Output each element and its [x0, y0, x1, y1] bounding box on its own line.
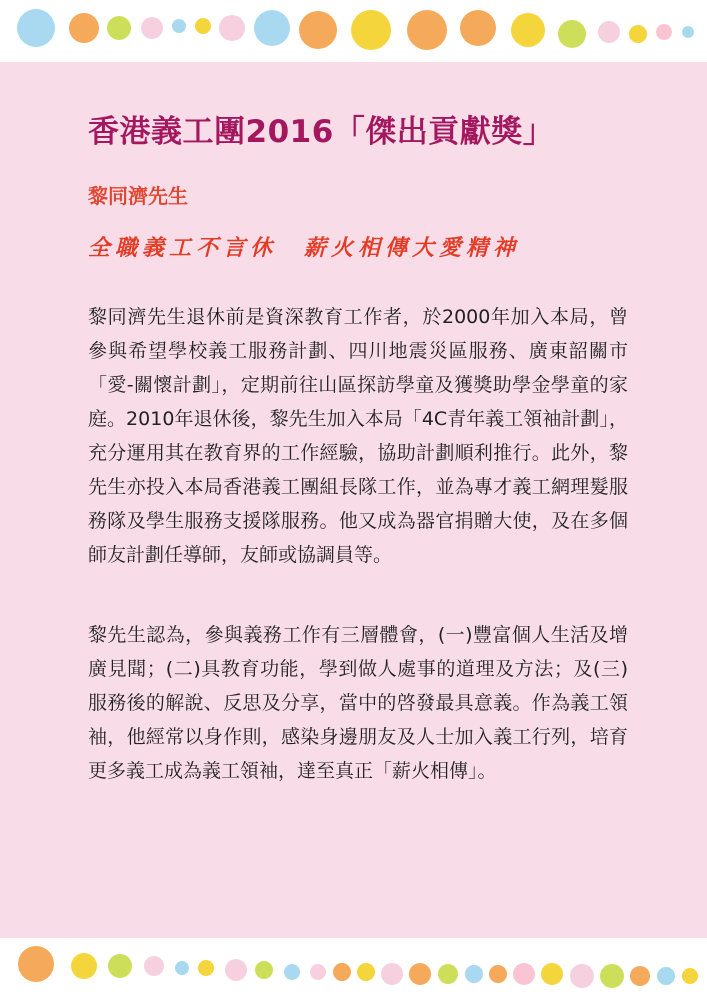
decorative-dot [351, 10, 391, 50]
decorative-dot [465, 965, 483, 983]
bottom-decorative-dots [0, 938, 707, 1000]
decorative-dot [71, 953, 97, 979]
decorative-dot [381, 963, 403, 985]
decorative-dot [598, 21, 620, 43]
decorative-dot [629, 25, 647, 43]
decorative-dot [175, 961, 189, 975]
decorative-dot [657, 967, 675, 985]
decorative-dot [108, 954, 132, 978]
decorative-dot [195, 18, 211, 34]
decorative-dot [682, 968, 698, 984]
decorative-dot [558, 20, 586, 48]
person-name: 黎同濟先生 [88, 184, 188, 208]
decorative-dot [141, 17, 163, 39]
decorative-dot [630, 966, 650, 986]
decorative-dot [69, 13, 99, 43]
decorative-dot [570, 964, 594, 988]
decorative-dot [225, 959, 247, 981]
page-title: 香港義工團2016「傑出貢獻獎」 [88, 114, 555, 150]
decorative-dot [255, 961, 273, 979]
decorative-dot [513, 963, 535, 985]
decorative-dot [254, 10, 290, 46]
decorative-dot [407, 10, 447, 50]
decorative-dot [18, 946, 54, 982]
decorative-dot [284, 964, 300, 980]
body-paragraph-2: 黎先生認為，參與義務工作有三層體會，(一)豐富個人生活及增廣見聞；(二)具教育功能，學到做人處事的道理及方法；及(三)服務後的解說、反思及分享，當中的啓發最具意義。作為義工領袖，他經常以身作則，感染身邊朋友及人士加入義工行列，培育更多義工成為義工領袖，達至真正「薪火相傳」。 [88, 624, 628, 782]
decorative-dot [460, 10, 496, 46]
decorative-dot [409, 963, 431, 985]
decorative-dot [656, 24, 672, 40]
decorative-dot [511, 13, 545, 47]
decorative-dot [682, 26, 694, 38]
decorative-dot [600, 964, 624, 988]
decorative-dot [357, 963, 375, 981]
decorative-dot [107, 16, 131, 40]
decorative-dot [310, 964, 326, 980]
motto-heading: 全職義工不言休 薪火相傳大愛精神 [88, 235, 521, 261]
decorative-dot [438, 964, 458, 984]
decorative-dot [172, 19, 186, 33]
decorative-dot [489, 965, 507, 983]
top-decorative-dots [0, 0, 707, 62]
decorative-dot [333, 963, 351, 981]
decorative-dot [198, 960, 214, 976]
decorative-dot [144, 956, 164, 976]
decorative-dot [299, 11, 337, 49]
body-paragraph-1: 黎同濟先生退休前是資深教育工作者，於2000年加入本局，曾參與希望學校義工服務計劃、四川地震災區服務、廣東韶關市「愛-關懷計劃」，定期前往山區探訪學童及獲獎助學金學童的家庭。2010年退休後，黎先生加入本局「4C青年義工領袖計劃」，充分運用其在教育界的工作經驗，協助計劃順利推行。此外，黎先生亦投入本局香港義工團組長隊工作，並為專才義工網理髮服務隊及學生服務支援隊服務。他又成為器官捐贈大使，及在多個師友計劃任導師，友師或協調員等。 [88, 306, 628, 566]
decorative-dot [17, 9, 55, 47]
decorative-dot [219, 15, 245, 41]
decorative-dot [541, 963, 563, 985]
